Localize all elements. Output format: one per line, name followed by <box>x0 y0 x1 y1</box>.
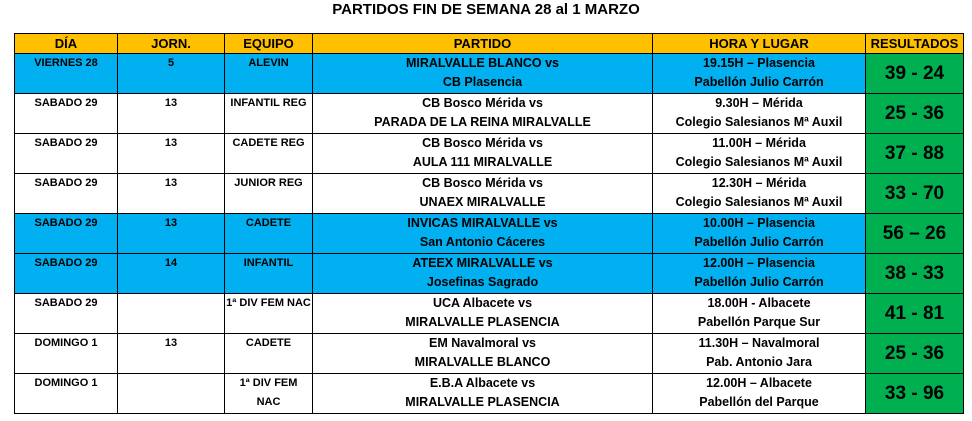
table-row <box>15 374 964 414</box>
schedule-table <box>14 33 964 414</box>
table-row <box>15 54 964 94</box>
cell-hora-lugar <box>653 374 866 414</box>
equipo-line-1: 1ª DIV FEM NAC <box>226 297 311 309</box>
cell-hora-lugar <box>653 214 866 254</box>
partido-visitante: CB Plasencia <box>442 75 523 89</box>
equipo-line-1: CADETE REG <box>232 137 305 149</box>
partido-local: EM Navalmoral vs <box>429 336 536 350</box>
header-resultados: RESULTADOS <box>866 34 964 54</box>
cell-partido <box>313 134 653 174</box>
cell-jornada: 13 <box>118 174 225 214</box>
partido-visitante: Josefinas Sagrado <box>426 275 539 289</box>
cell-jornada <box>118 294 225 334</box>
cell-hora-lugar <box>653 94 866 134</box>
cell-equipo <box>225 214 313 254</box>
partido-visitante: MIRALVALLE BLANCO <box>414 355 551 369</box>
partido-local: INVICAS MIRALVALLE vs <box>407 216 558 230</box>
cell-partido <box>313 294 653 334</box>
cell-equipo <box>225 374 313 414</box>
cell-partido <box>313 54 653 94</box>
cell-dia: SABADO 29 <box>15 294 118 334</box>
lugar-text: Pab. Antonio Jara <box>706 355 812 369</box>
hora-text: 12.00H – Albacete <box>706 376 812 390</box>
partido-local: CB Bosco Mérida vs <box>422 176 543 190</box>
partido-local: ATEEX MIRALVALLE vs <box>412 256 553 270</box>
cell-dia: VIERNES 28 <box>15 54 118 94</box>
cell-hora-lugar <box>653 294 866 334</box>
cell-equipo <box>225 254 313 294</box>
cell-resultado: 56 – 26 <box>866 214 964 254</box>
partido-local: CB Bosco Mérida vs <box>422 136 543 150</box>
lugar-text: Colegio Salesianos Mª Auxil <box>675 195 843 209</box>
cell-hora-lugar <box>653 54 866 94</box>
equipo-line-1: CADETE <box>245 217 292 229</box>
cell-equipo <box>225 94 313 134</box>
cell-jornada: 13 <box>118 134 225 174</box>
lugar-text: Pabellón Julio Carrón <box>694 235 824 249</box>
equipo-line-1: 1ª DIV FEM <box>239 377 298 389</box>
partido-visitante: AULA 111 MIRALVALLE <box>412 155 553 169</box>
cell-resultado: 25 - 36 <box>866 334 964 374</box>
partido-visitante: UNAEX MIRALVALLE <box>419 195 546 209</box>
cell-resultado: 25 - 36 <box>866 94 964 134</box>
cell-resultado: 33 - 70 <box>866 174 964 214</box>
partido-visitante: MIRALVALLE PLASENCIA <box>405 315 560 329</box>
cell-jornada <box>118 374 225 414</box>
cell-jornada: 13 <box>118 214 225 254</box>
cell-jornada: 13 <box>118 334 225 374</box>
hora-text: 9.30H – Mérida <box>715 96 803 110</box>
hora-text: 18.00H - Albacete <box>707 296 811 310</box>
cell-hora-lugar <box>653 334 866 374</box>
cell-resultado: 37 - 88 <box>866 134 964 174</box>
cell-dia: DOMINGO 1 <box>15 334 118 374</box>
cell-partido <box>313 254 653 294</box>
cell-partido <box>313 94 653 134</box>
lugar-text: Pabellón Julio Carrón <box>694 75 824 89</box>
hora-text: 19.15H – Plasencia <box>703 56 815 70</box>
lugar-text: Colegio Salesianos Mª Auxil <box>675 115 843 129</box>
lugar-text: Pabellón Julio Carrón <box>694 275 824 289</box>
cell-resultado: 41 - 81 <box>866 294 964 334</box>
lugar-text: Pabellón Parque Sur <box>697 315 821 329</box>
partido-visitante: San Antonio Cáceres <box>419 235 546 249</box>
lugar-text: Pabellón del Parque <box>699 395 819 409</box>
equipo-line-2: NAC <box>256 396 281 408</box>
partido-local: MIRALVALLE BLANCO vs <box>405 56 559 70</box>
cell-dia: SABADO 29 <box>15 174 118 214</box>
cell-dia: SABADO 29 <box>15 214 118 254</box>
cell-equipo <box>225 294 313 334</box>
header-partido: PARTIDO <box>313 34 653 54</box>
equipo-line-1: ALEVIN <box>248 57 289 69</box>
cell-jornada: 5 <box>118 54 225 94</box>
cell-partido <box>313 174 653 214</box>
table-row <box>15 214 964 254</box>
cell-hora-lugar <box>653 174 866 214</box>
partido-local: E.B.A Albacete vs <box>429 376 536 390</box>
cell-equipo <box>225 134 313 174</box>
partido-visitante: MIRALVALLE PLASENCIA <box>405 395 560 409</box>
table-row <box>15 94 964 134</box>
lugar-text: Colegio Salesianos Mª Auxil <box>675 155 843 169</box>
cell-hora-lugar <box>653 254 866 294</box>
hora-text: 11.30H – Navalmoral <box>698 336 820 350</box>
header-dia: DÍA <box>15 34 118 54</box>
table-row <box>15 334 964 374</box>
cell-dia: SABADO 29 <box>15 134 118 174</box>
header-equipo: EQUIPO <box>225 34 313 54</box>
header-hora-lugar: HORA Y LUGAR <box>653 34 866 54</box>
cell-hora-lugar <box>653 134 866 174</box>
partido-local: CB Bosco Mérida vs <box>422 96 543 110</box>
cell-jornada: 13 <box>118 94 225 134</box>
cell-equipo <box>225 174 313 214</box>
cell-resultado: 38 - 33 <box>866 254 964 294</box>
cell-partido <box>313 334 653 374</box>
cell-dia: SABADO 29 <box>15 254 118 294</box>
table-row <box>15 254 964 294</box>
cell-resultado: 39 - 24 <box>866 54 964 94</box>
hora-text: 12.30H – Mérida <box>711 176 807 190</box>
partido-local: UCA Albacete vs <box>432 296 533 310</box>
partido-visitante: PARADA DE LA REINA MIRALVALLE <box>374 115 591 129</box>
hora-text: 10.00H – Plasencia <box>703 216 815 230</box>
equipo-line-1: CADETE <box>245 337 292 349</box>
table-row <box>15 294 964 334</box>
cell-partido <box>313 214 653 254</box>
page-title: PARTIDOS FIN DE SEMANA 28 al 1 MARZO <box>332 1 640 18</box>
cell-equipo <box>225 54 313 94</box>
equipo-line-1: INFANTIL REG <box>230 97 307 109</box>
equipo-line-1: INFANTIL <box>243 257 294 269</box>
cell-dia: SABADO 29 <box>15 94 118 134</box>
cell-partido <box>313 374 653 414</box>
hora-text: 11.00H – Mérida <box>712 136 806 150</box>
cell-equipo <box>225 334 313 374</box>
equipo-line-1: JUNIOR REG <box>234 177 303 189</box>
cell-resultado: 33 - 96 <box>866 374 964 414</box>
cell-jornada: 14 <box>118 254 225 294</box>
header-jornada: JORN. <box>118 34 225 54</box>
table-row <box>15 134 964 174</box>
header-row <box>15 34 964 54</box>
table-row <box>15 174 964 214</box>
hora-text: 12.00H – Plasencia <box>703 256 815 270</box>
cell-dia: DOMINGO 1 <box>15 374 118 414</box>
